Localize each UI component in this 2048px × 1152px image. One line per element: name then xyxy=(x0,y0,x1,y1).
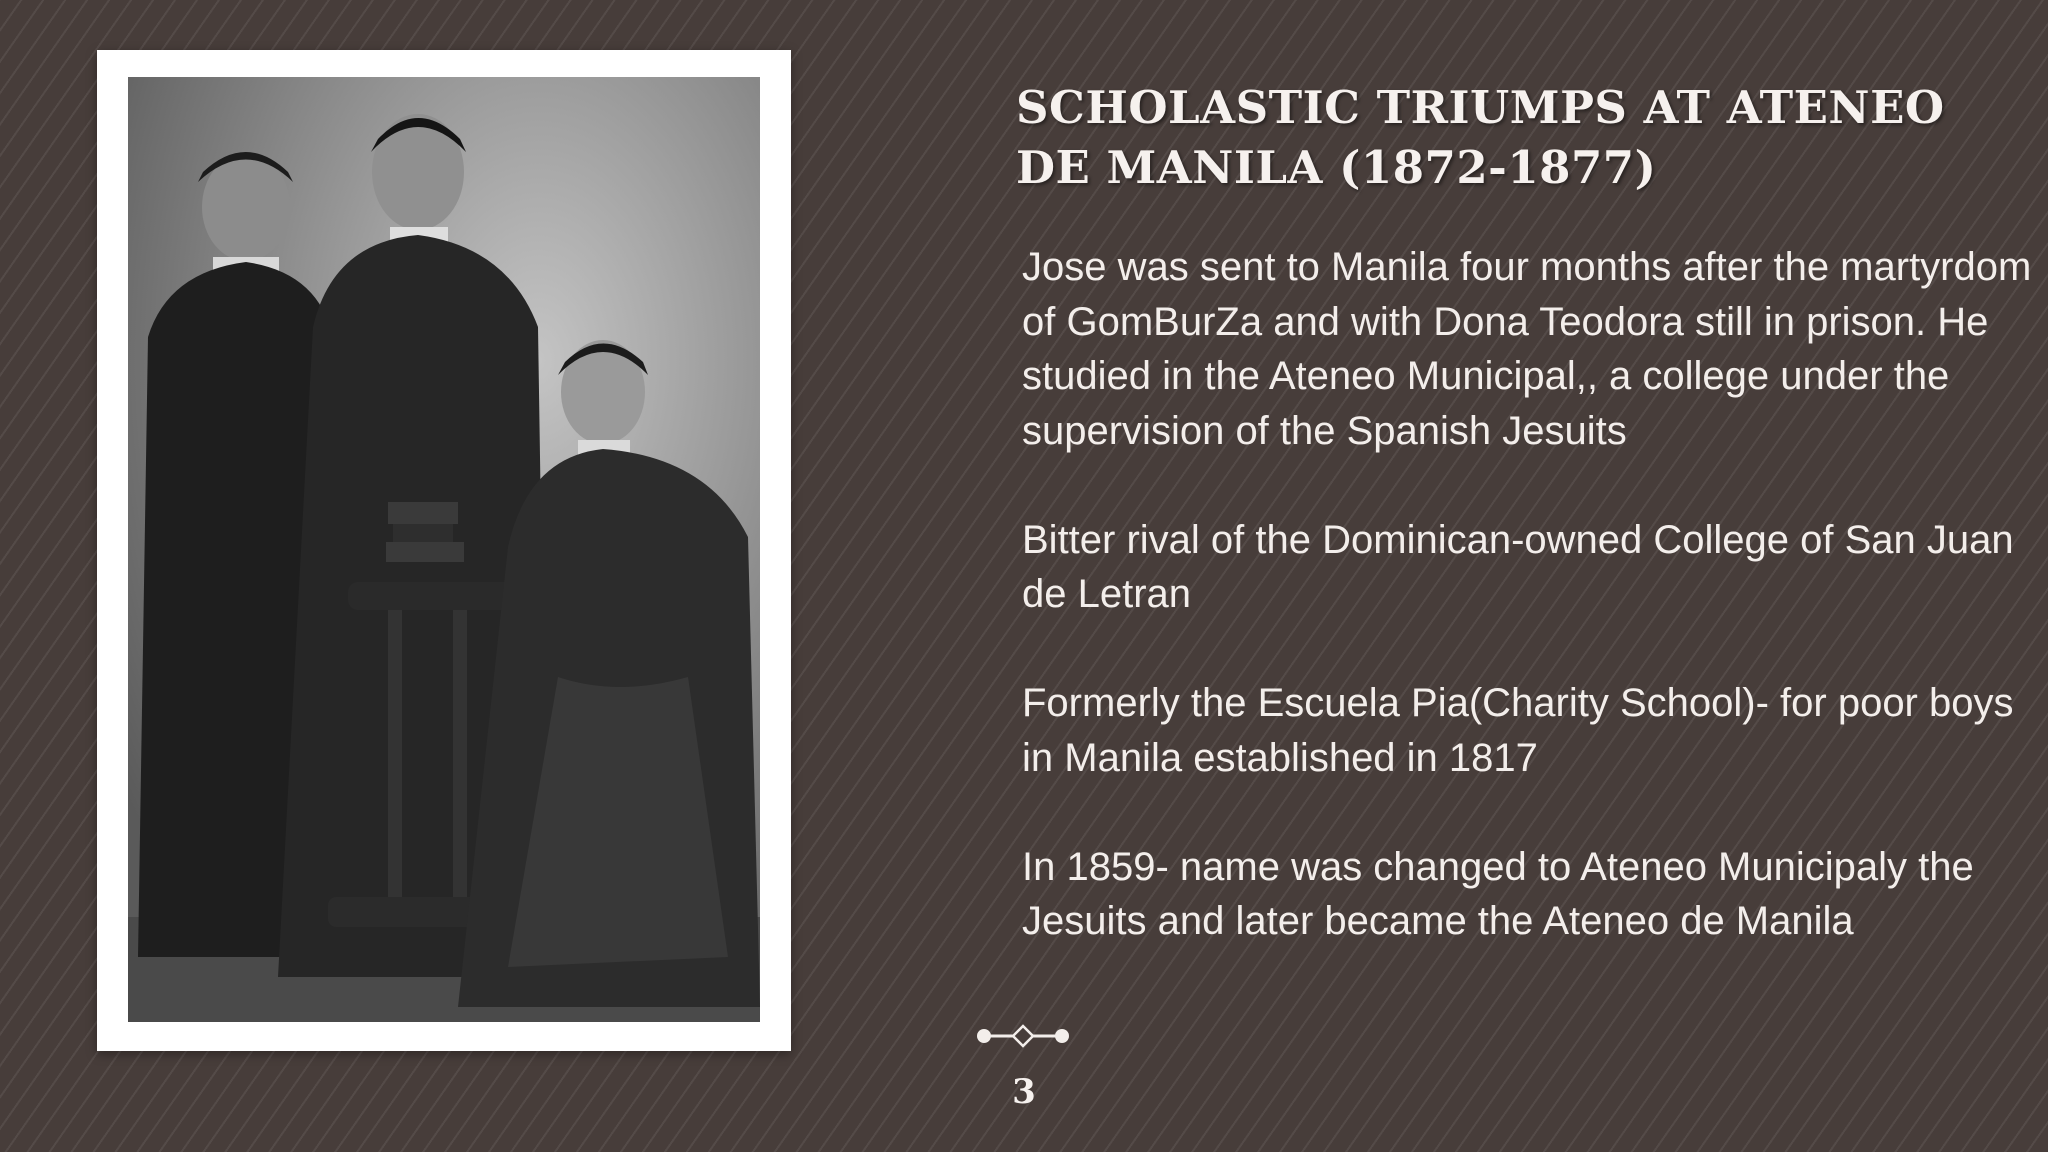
paragraph-escuela-pia: Formerly the Escuela Pia(Charity School)- for poor boys in Manila established in 1817 xyxy=(1022,681,2014,780)
photo-frame xyxy=(97,50,791,1051)
historical-photo xyxy=(128,77,760,1022)
paragraph-name-change: In 1859- name was changed to Ateneo Municipaly the Jesuits and later became the Ateneo de Manila xyxy=(1022,844,1974,943)
slide-title: SCHOLASTIC TRIUMPS AT ATENEO DE MANILA (1872-1877) xyxy=(1016,81,1945,194)
paragraph-rivalry: Bitter rival of the Dominican-owned College of San Juan de Letran xyxy=(1022,517,2014,616)
page-number: 3 xyxy=(1012,1072,1036,1112)
slide-body xyxy=(1022,240,2032,949)
photo-illustration xyxy=(128,77,760,1022)
ornament-divider-icon xyxy=(976,1024,1070,1048)
paragraph-enrollment: Jose was sent to Manila four months after the martyrdom of GomBurZa and with Dona Teodora still in prison. He studied in the Ateneo Municipal,, a college under the supervision of the Spanish Jesuits xyxy=(1022,245,2032,453)
